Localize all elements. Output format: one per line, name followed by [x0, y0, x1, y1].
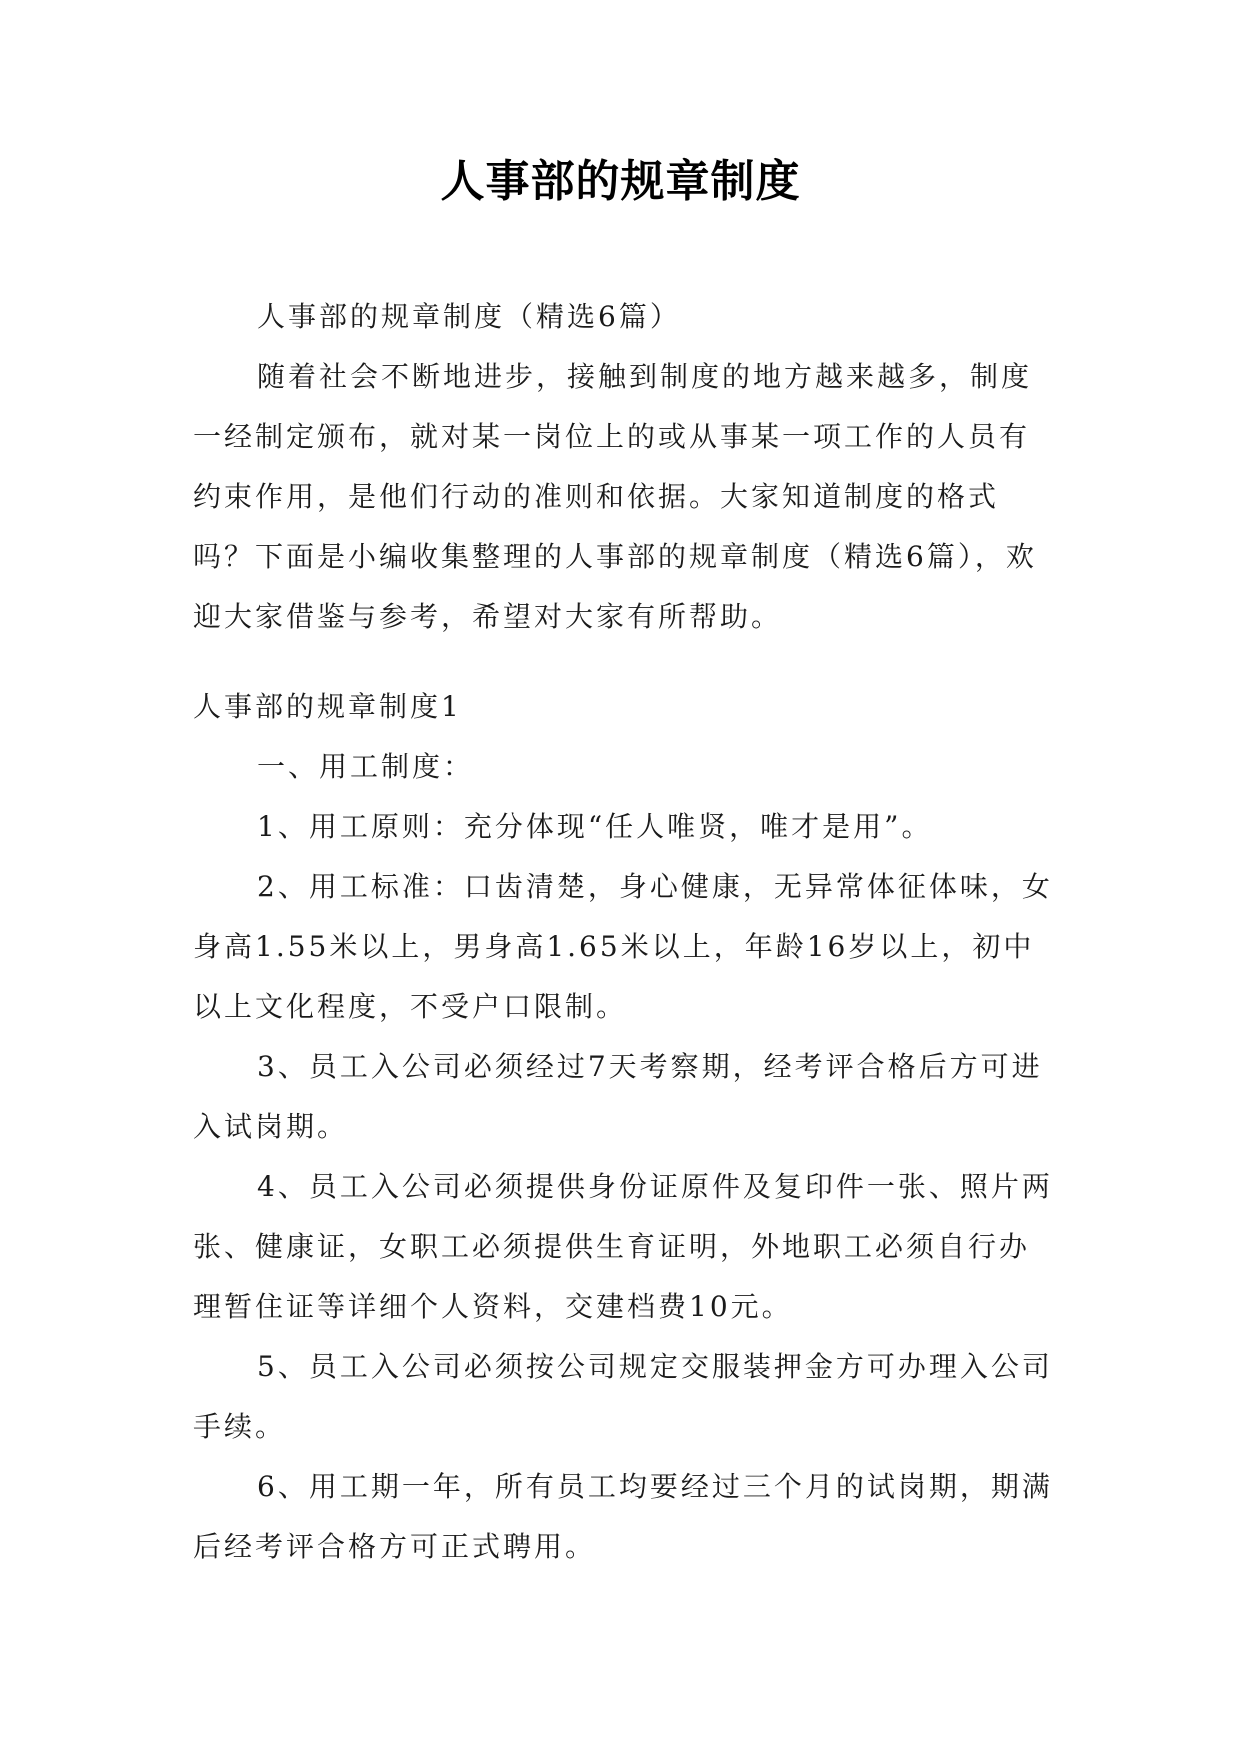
list-item: 3、员工入公司必须经过7天考察期，经考评合格后方可进入试岗期。	[193, 1050, 1043, 1143]
document-subtitle: 人事部的规章制度（精选6篇）	[257, 300, 681, 333]
list-item: 5、员工入公司必须按公司规定交服装押金方可办理入公司手续。	[193, 1350, 1053, 1443]
document-title: 人事部的规章制度	[440, 156, 801, 207]
subsection-heading: 一、用工制度：	[257, 750, 475, 783]
intro-paragraph: 随着社会不断地进步，接触到制度的地方越来越多，制度一经制定颁布，就对某一岗位上的或从事某一项工作的人员有约束作用，是他们行动的准则和依据。大家知道制度的格式吗？下面是小编收集整理的人事部的规章制度（精选6篇），欢迎大家借鉴与参考，希望对大家有所帮助。	[193, 360, 1037, 633]
list-item: 4、员工入公司必须提供身份证原件及复印件一张、照片两张、健康证，女职工必须提供生育证明，外地职工必须自行办理暂住证等详细个人资料，交建档费10元。	[193, 1170, 1053, 1323]
list-item: 1、用工原则：充分体现“任人唯贤，唯才是用”。	[257, 810, 933, 843]
list-item: 2、用工标准：口齿清楚，身心健康，无异常体征体味，女身高1.55米以上，男身高1.65米以上，年龄16岁以上，初中以上文化程度，不受户口限制。	[193, 870, 1053, 1023]
list-item: 6、用工期一年，所有员工均要经过三个月的试岗期，期满后经考评合格方可正式聘用。	[193, 1470, 1053, 1563]
section-heading: 人事部的规章制度1	[193, 690, 462, 723]
document-body	[193, 287, 1057, 1577]
